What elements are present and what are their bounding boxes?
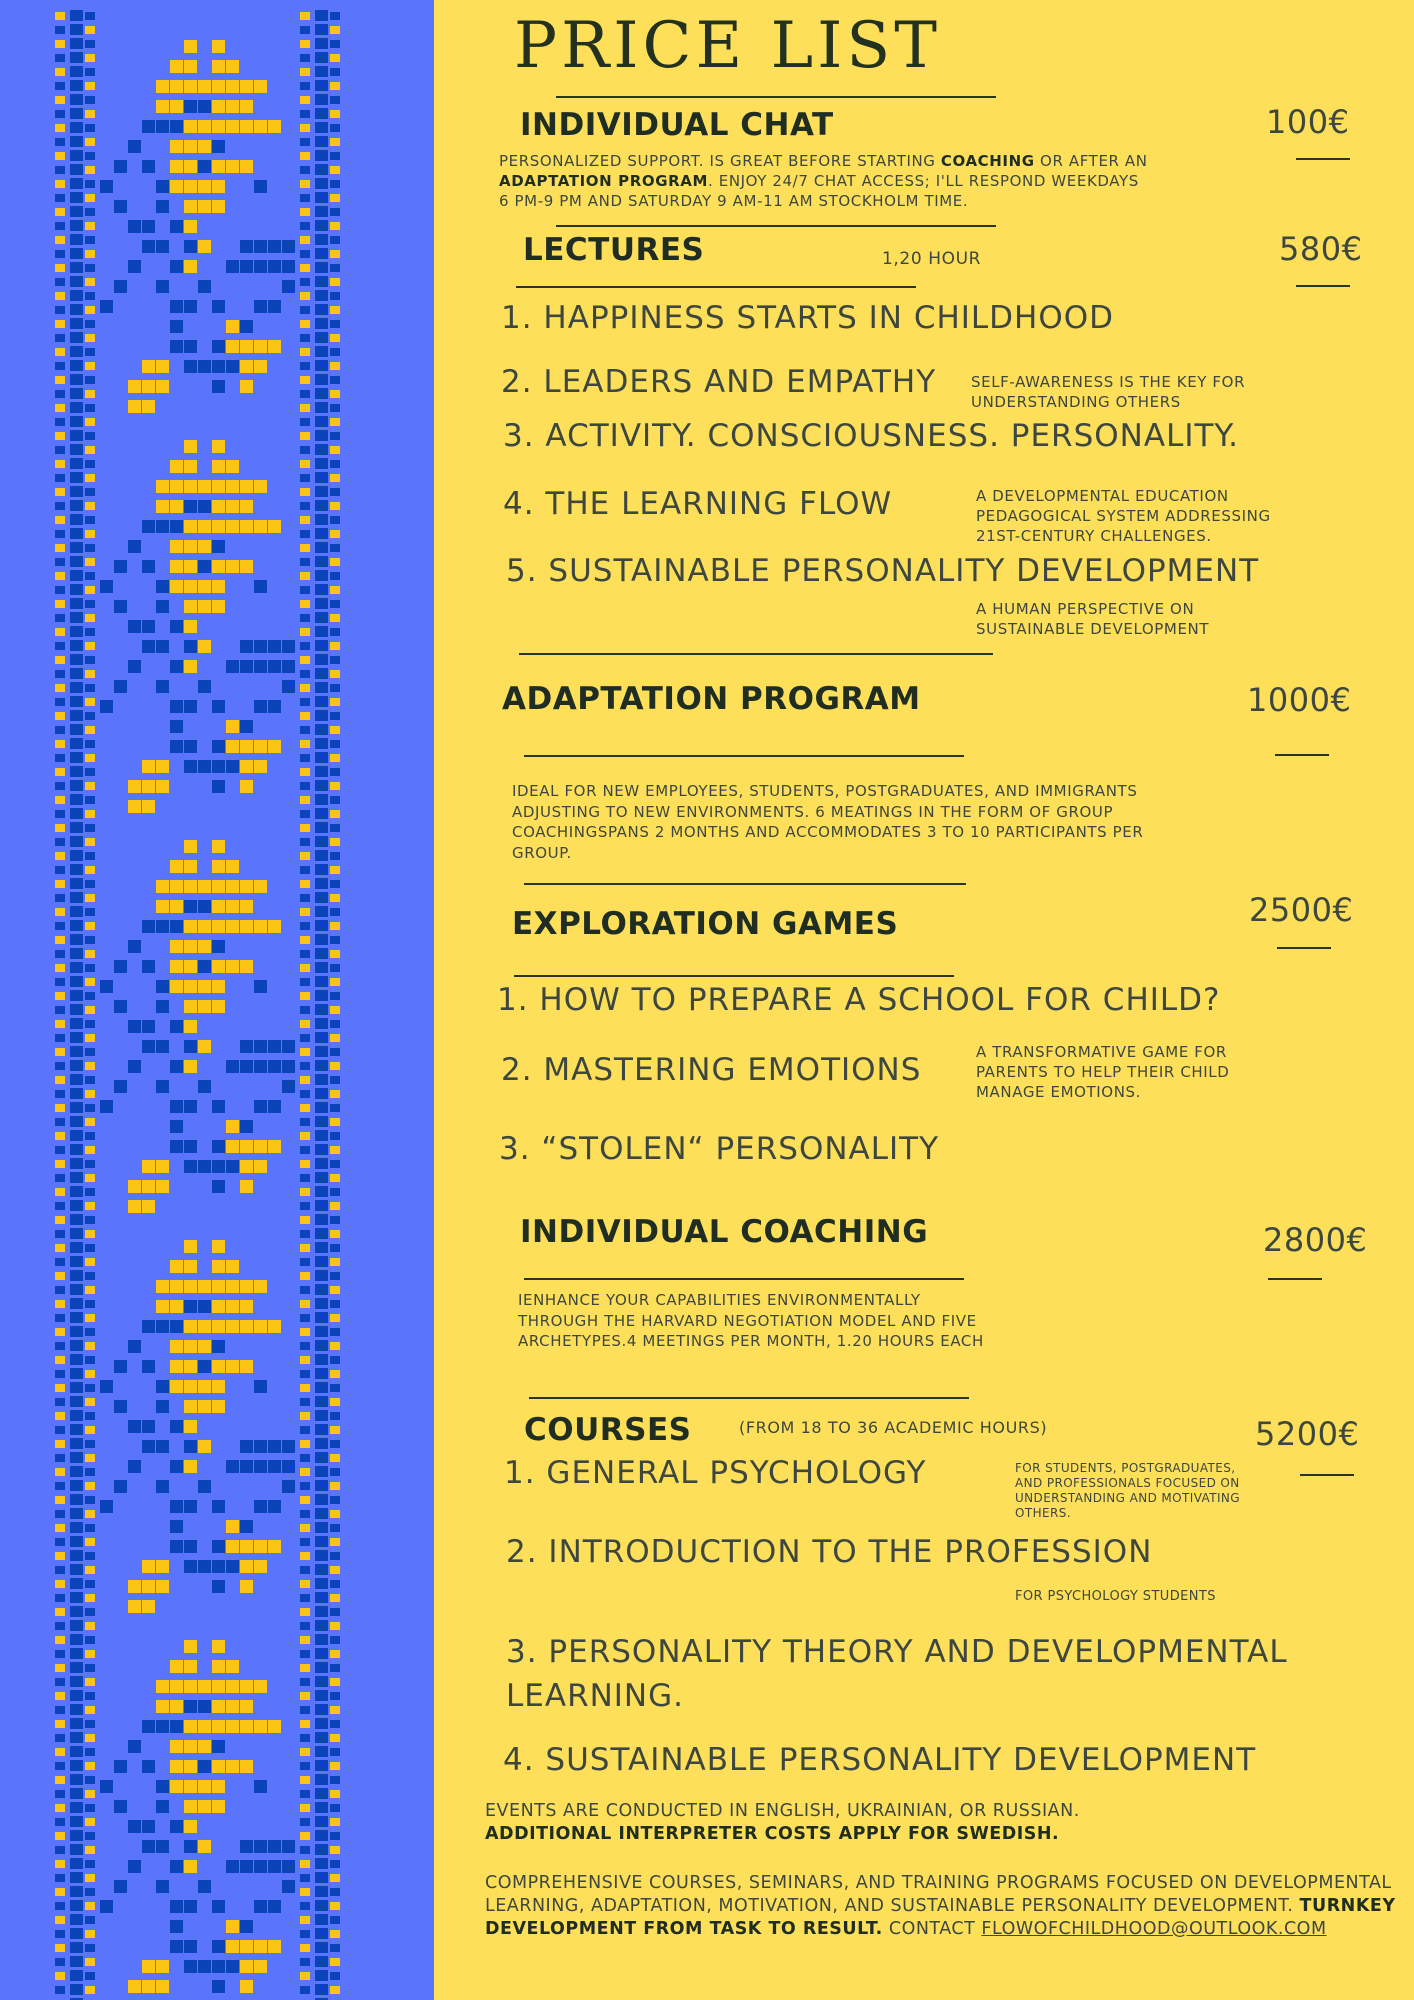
exploration-games-price: 2500€ [1249, 891, 1354, 929]
course-item: 3. PERSONALITY THEORY AND DEVELOPMENTAL LEARNING. [506, 1634, 1288, 1715]
individual-chat-heading: INDIVIDUAL CHAT [520, 107, 834, 143]
individual-chat-price: 100€ [1266, 103, 1350, 141]
lecture-note: SELF-AWARENESS IS THE KEY FOR UNDERSTANDING OTHERS [971, 373, 1246, 411]
adaptation-heading: ADAPTATION PROGRAM [502, 681, 921, 717]
divider [556, 225, 996, 227]
price-list-content [434, 0, 1414, 2000]
adaptation-price: 1000€ [1247, 681, 1352, 719]
courses-price: 5200€ [1255, 1415, 1360, 1453]
lectures-heading: LECTURES [523, 232, 705, 268]
divider [524, 1278, 964, 1280]
price-underline [1268, 1278, 1322, 1280]
lecture-item: 3. ACTIVITY. CONSCIOUSNESS. PERSONALITY. [503, 418, 1239, 454]
divider [524, 755, 964, 757]
footer-languages [485, 1800, 1385, 1846]
adaptation-description: IDEAL FOR NEW EMPLOYEES, STUDENTS, POSTGRADUATES, AND IMMIGRANTS ADJUSTING TO NEW ENVIRONMENTS. 6 MEATINGS IN THE FORM OF GROUP COACHINGSPANS 2 MONTHS AND ACCOMMODATES 3 TO 10 PARTICIPANTS PER GROUP. [512, 782, 1144, 863]
divider [529, 1397, 969, 1399]
footer-languages-line: EVENTS ARE CONDUCTED IN ENGLISH, UKRAINIAN, OR RUSSIAN. [485, 1801, 1080, 1821]
divider [524, 883, 966, 885]
courses-hours: (FROM 18 TO 36 ACADEMIC HOURS) [739, 1418, 1048, 1437]
embroidery-pattern [0, 0, 434, 2000]
lecture-item: 5. SUSTAINABLE PERSONALITY DEVELOPMENT [506, 553, 1260, 589]
game-item: 3. “STOLEN“ PERSONALITY [499, 1131, 940, 1167]
lectures-duration: 1,20 HOUR [882, 249, 982, 269]
exploration-games-heading: EXPLORATION GAMES [512, 906, 899, 942]
price-underline [1296, 285, 1350, 287]
lecture-note: A DEVELOPMENTAL EDUCATION PEDAGOGICAL SYSTEM ADDRESSING 21ST-CENTURY CHALLENGES. [976, 487, 1271, 545]
divider [514, 975, 954, 977]
embroidery-side-panel [0, 0, 434, 2000]
individual-coaching-price: 2800€ [1263, 1221, 1368, 1259]
individual-coaching-heading: INDIVIDUAL COACHING [520, 1214, 929, 1250]
courses-heading: COURSES [524, 1412, 692, 1448]
footer-interpreter-note: ADDITIONAL INTERPRETER COSTS APPLY FOR SWEDISH. [485, 1823, 1060, 1844]
course-item: 2. INTRODUCTION TO THE PROFESSION [506, 1534, 1153, 1570]
game-note: A TRANSFORMATIVE GAME FOR PARENTS TO HELP THEIR CHILD MANAGE EMOTIONS. [976, 1043, 1230, 1101]
individual-chat-description: PERSONALIZED SUPPORT. IS GREAT BEFORE STARTING COACHING OR AFTER AN ADAPTATION PROGRAM. ENJOY 24/7 CHAT ACCESS; I'LL RESPOND WEEKDAYS 6 PM-9 PM AND SATURDAY 9 AM-11 AM STOCKHOLM TIME. [499, 152, 1148, 210]
price-underline [1300, 1474, 1354, 1476]
lecture-item: 1. HAPPINESS STARTS IN CHILDHOOD [501, 300, 1115, 336]
course-item: 4. SUSTAINABLE PERSONALITY DEVELOPMENT [503, 1742, 1257, 1778]
lecture-note: A HUMAN PERSPECTIVE ON SUSTAINABLE DEVELOPMENT [976, 600, 1210, 638]
divider [556, 96, 996, 98]
divider [516, 286, 916, 288]
lectures-price: 580€ [1279, 230, 1363, 268]
price-underline [1296, 158, 1350, 160]
game-item: 2. MASTERING EMOTIONS [501, 1052, 922, 1088]
contact-email-link[interactable]: FLOWOFCHILDHOOD@OUTLOOK.COM [981, 1918, 1327, 1939]
price-underline [1275, 754, 1329, 756]
lecture-item: 2. LEADERS AND EMPATHY [501, 364, 937, 400]
course-note: FOR STUDENTS, POSTGRADUATES, AND PROFESSIONALS FOCUSED ON UNDERSTANDING AND MOTIVATING OTHERS. [1015, 1461, 1240, 1520]
course-note: FOR PSYCHOLOGY STUDENTS [1015, 1589, 1216, 1604]
lecture-item: 4. THE LEARNING FLOW [503, 486, 893, 522]
course-item: 1. GENERAL PSYCHOLOGY [504, 1455, 927, 1491]
footer-summary: COMPREHENSIVE COURSES, SEMINARS, AND TRAINING PROGRAMS FOCUSED ON DEVELOPMENTAL LEARNING, ADAPTATION, MOTIVATION, AND SUSTAINABLE PERSONALITY DEVELOPMENT. TURNKEY DEVELOPMENT FROM TASK TO RESULT. CONTACT FLOWOFCHILDHOOD@OUTLOOK.COM [485, 1873, 1396, 1939]
game-item: 1. HOW TO PREPARE A SCHOOL FOR CHILD? [497, 982, 1221, 1018]
individual-coaching-description: IENHANCE YOUR CAPABILITIES ENVIRONMENTALLY THROUGH THE HARVARD NEGOTIATION MODEL AND FIVE ARCHETYPES.4 MEETINGS PER MONTH, 1.20 HOURS EACH [518, 1291, 984, 1351]
divider [519, 653, 993, 655]
page-title: PRICE LIST [514, 9, 941, 83]
price-underline [1277, 947, 1331, 949]
